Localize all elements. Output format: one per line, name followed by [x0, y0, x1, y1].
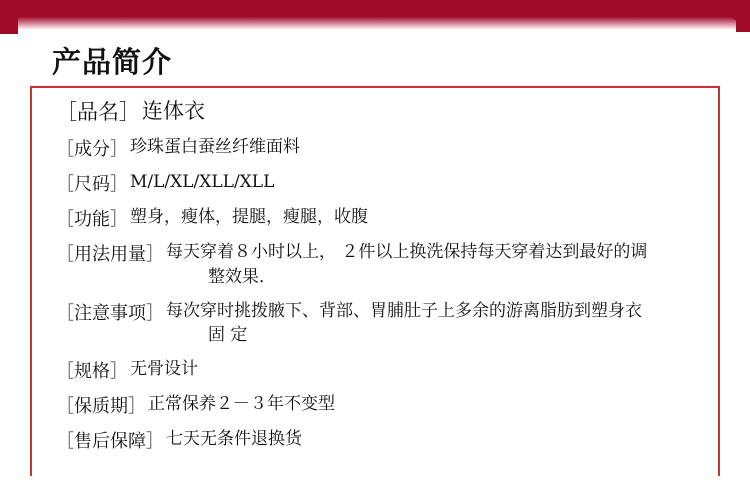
banner-fill [18, 0, 736, 30]
spec-label: ［功能］ [56, 209, 128, 231]
spec-label: ［注意事项］ [56, 302, 164, 324]
list-item [30, 299, 720, 348]
spec-value: 七天无条件退换货 [166, 429, 302, 449]
spec-label: ［售后保障］ [56, 431, 164, 452]
list-item [30, 96, 720, 126]
list-item [30, 427, 720, 453]
spec-value: 塑身，瘦体，提腿，瘦腿，收腹 [130, 207, 368, 228]
spec-label: ［成分］ [56, 139, 128, 161]
spec-label: ［尺码］ [56, 174, 128, 196]
decorative-banner [0, 0, 750, 36]
list-item [30, 205, 720, 231]
list-item [30, 392, 720, 418]
spec-value: 正常保养２－３年不变型 [148, 394, 335, 414]
spec-value [164, 299, 720, 348]
banner-left-wedge [0, 0, 42, 32]
page-title: 产品简介 [52, 45, 173, 79]
spec-value-line2: 整效果． [208, 267, 276, 288]
spec-value: 无骨设计 [130, 359, 198, 379]
spec-label: ［保质期］ [56, 396, 146, 417]
spec-list [30, 96, 720, 462]
list-item [30, 357, 720, 383]
spec-value [164, 240, 720, 289]
title-divider [30, 86, 720, 88]
spec-label: ［规格］ [56, 361, 128, 382]
spec-value: 连体衣 [142, 99, 205, 123]
list-item [30, 240, 720, 289]
spec-value: 珍珠蛋白蚕丝纤维面料 [130, 137, 300, 158]
list-item [30, 170, 720, 196]
banner-right-wedge [706, 0, 750, 30]
spec-label: ［用法用量］ [56, 244, 164, 266]
spec-value-line1: 每次穿时挑拨腋下、背部、胃脯肚子上多余的游离脂肪到塑身衣 [166, 300, 642, 321]
spec-value-line1: 每天穿着８小时以上， ２件以上换洗保持每天穿着达到最好的调 [166, 242, 648, 263]
spec-value: M/L/XL/XLL/XLL [130, 172, 275, 193]
list-item [30, 135, 720, 161]
spec-label: ［品名］ [56, 100, 140, 124]
spec-value-line2: 固 定 [208, 325, 248, 346]
